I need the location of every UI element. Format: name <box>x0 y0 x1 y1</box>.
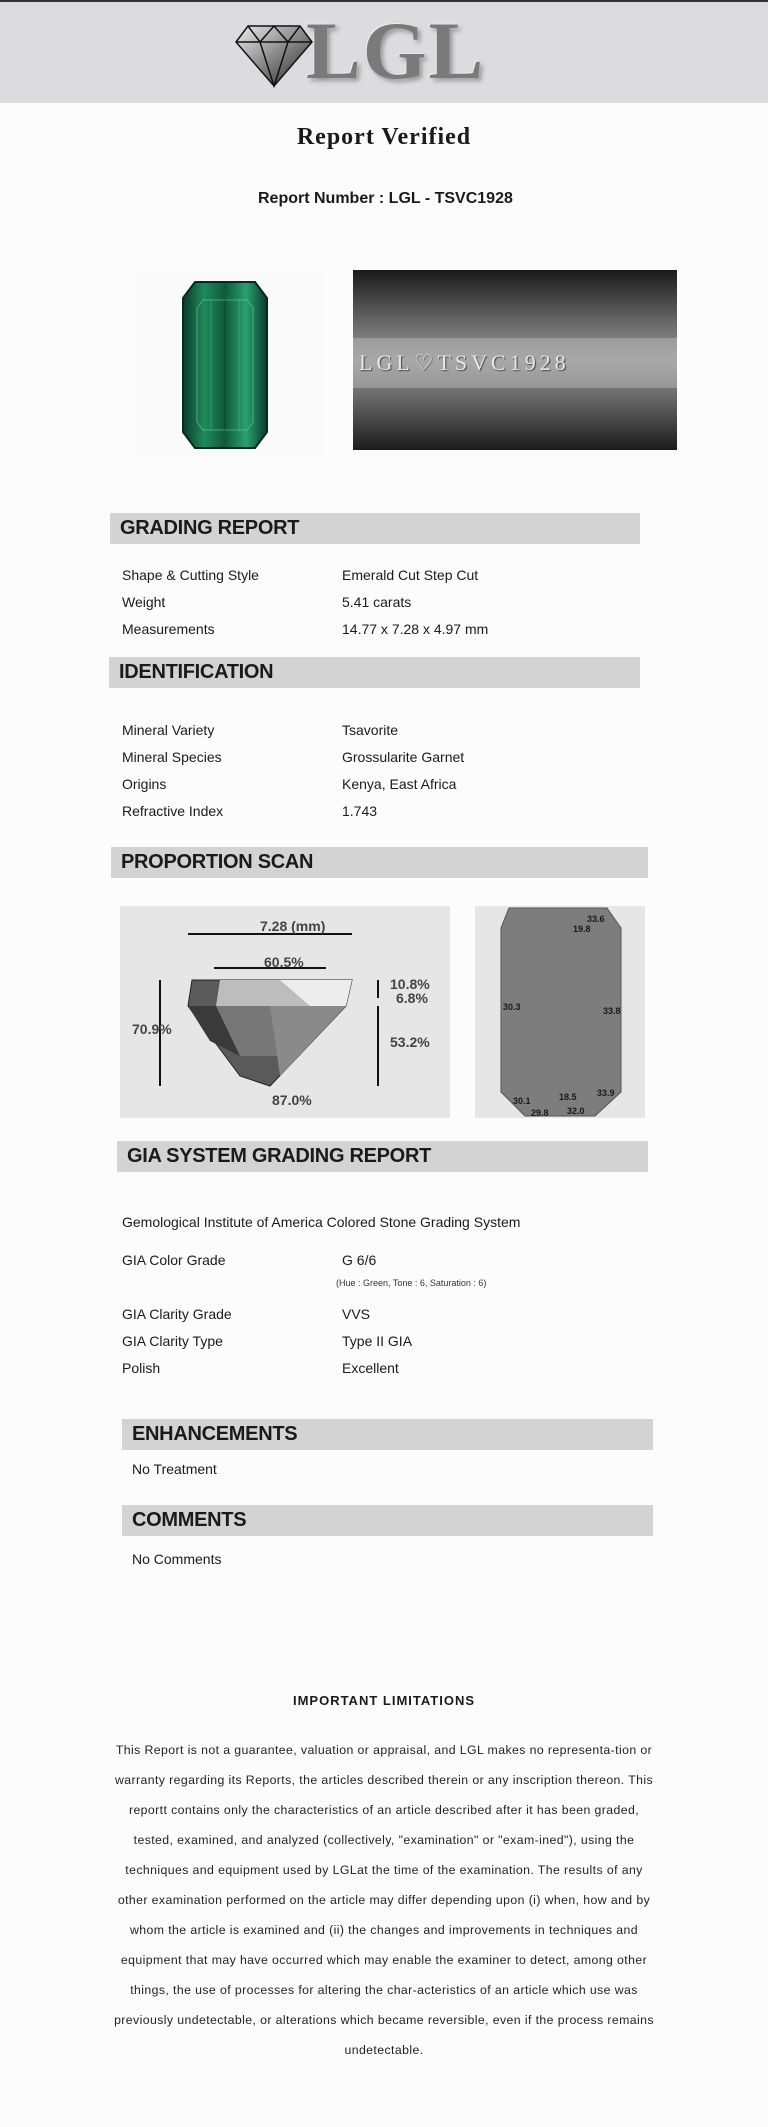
report-number: Report Number : LGL - TSVC1928 <box>258 190 513 207</box>
crown-percentage: 10.8% <box>390 976 430 992</box>
top-view-value: 33.8 <box>603 1006 621 1016</box>
comments-value: No Comments <box>132 1551 222 1567</box>
grading-label: Shape & Cutting Style <box>122 567 259 583</box>
total-depth-percentage: 70.9% <box>132 1021 172 1037</box>
identification-value: Tsavorite <box>342 722 399 738</box>
gemstone-photo <box>135 270 325 460</box>
top-view-value: 33.9 <box>597 1088 615 1098</box>
top-view-value: 32.0 <box>567 1106 585 1116</box>
enhancements-value: No Treatment <box>132 1461 217 1477</box>
inscription-text: LGL♡TSVC1928 <box>359 350 570 375</box>
gia-value: Type II GIA <box>342 1333 413 1349</box>
enhancements-heading: ENHANCEMENTS <box>122 1419 653 1450</box>
grading-value: 5.41 carats <box>342 594 412 610</box>
inscription-photo <box>353 270 677 450</box>
grading-report-heading: GRADING REPORT <box>110 513 640 544</box>
logo-text: LGL <box>306 5 486 96</box>
header-banner <box>0 0 768 103</box>
grading-label: Weight <box>122 594 166 610</box>
pavilion-percentage: 53.2% <box>390 1034 430 1050</box>
pavilion-angle-percentage: 87.0% <box>272 1092 312 1108</box>
table-percentage: 60.5% <box>264 954 304 970</box>
gia-label: GIA Clarity Type <box>122 1333 223 1349</box>
identification-value: Kenya, East Africa <box>342 776 457 792</box>
limitations-text: This Report is not a guarantee, valuation or appraisal, and LGL makes no representa-tion or warranty regarding its Reports, the articles described therein or any inscription thereon. This reportt contains only the characteristics of an article described after it has been graded, tested, examined, and analyzed (collectively, "examination" or "exam-ined"), using the techniques and equipment used by LGLat the time of the examination. The results of any other examination performed on the article may differ depending upon (i) when, how and by whom the article is examined and (ii) the changes and improvements in techniques and equipment that may have occurred which may enable the examiner to detect, among other things, the use of processes for altering the char-acteristics of an article which use was previously undetectable, or alterations which became reversible, even if the process remains undetectable. <box>114 1743 654 2057</box>
comments-heading: COMMENTS <box>122 1505 653 1536</box>
gia-value: Excellent <box>342 1360 399 1376</box>
top-view-value: 19.8 <box>573 924 591 934</box>
proportion-scan-heading: PROPORTION SCAN <box>111 847 648 878</box>
top-view-value: 33.6 <box>587 914 605 924</box>
gia-grading-heading: GIA SYSTEM GRADING REPORT <box>117 1141 648 1172</box>
top-view-value: 29.8 <box>531 1108 549 1118</box>
identification-heading: IDENTIFICATION <box>109 657 640 688</box>
top-view-value: 18.5 <box>559 1092 577 1102</box>
identification-value: 1.743 <box>342 803 378 819</box>
identification-label: Mineral Variety <box>122 722 215 738</box>
identification-label: Origins <box>122 776 167 792</box>
gia-label: GIA Clarity Grade <box>122 1306 232 1322</box>
top-view-value: 30.1 <box>513 1096 531 1106</box>
top-view-value: 30.3 <box>503 1002 521 1012</box>
grading-value: Emerald Cut Step Cut <box>342 567 479 583</box>
gia-label: Polish <box>122 1360 161 1376</box>
gia-color-value: G 6/6 <box>342 1252 377 1268</box>
width-label: 7.28 (mm) <box>260 918 326 934</box>
identification-value: Grossularite Garnet <box>342 749 465 765</box>
gia-color-label: GIA Color Grade <box>122 1252 226 1268</box>
limitations-heading: IMPORTANT LIMITATIONS <box>292 1693 476 1708</box>
grading-label: Measurements <box>122 621 215 637</box>
lgl-logo[interactable] <box>234 5 494 96</box>
gia-color-note: (Hue : Green, Tone : 6, Saturation : 6) <box>336 1278 487 1288</box>
identification-label: Mineral Species <box>122 749 222 765</box>
gia-subtitle: Gemological Institute of America Colored Stone Grading System <box>122 1214 521 1230</box>
girdle-percentage: 6.8% <box>396 990 428 1006</box>
diamond-icon <box>234 22 314 88</box>
grading-value: 14.77 x 7.28 x 4.97 mm <box>342 621 489 637</box>
identification-label: Refractive Index <box>122 803 224 819</box>
page-title: Report Verified <box>296 124 472 150</box>
proportion-side-diagram <box>120 906 450 1118</box>
proportion-top-diagram <box>475 906 645 1118</box>
gia-value: VVS <box>342 1306 371 1322</box>
